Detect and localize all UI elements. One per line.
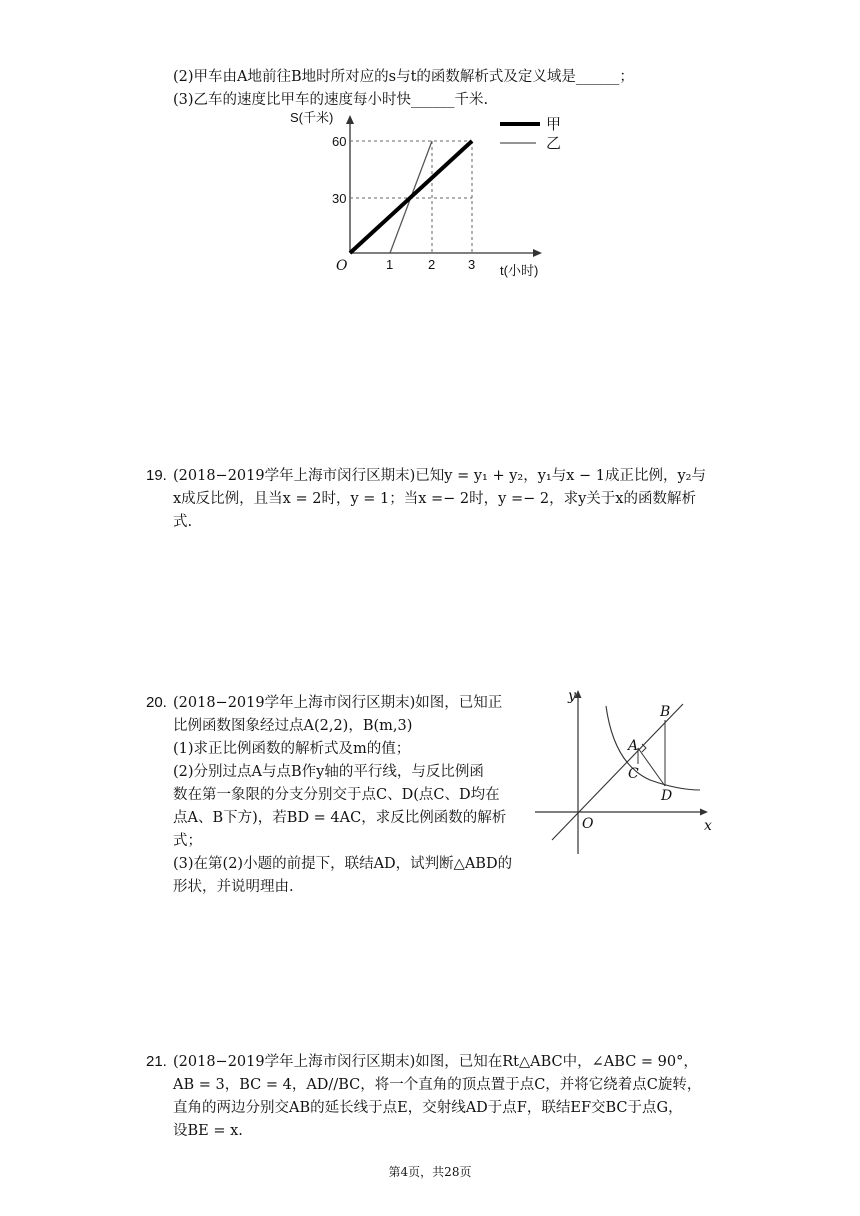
- q20-coordinate-figure: [530, 684, 730, 859]
- q20-line-7: 式；: [173, 833, 202, 849]
- y-axis-label: S(千米): [290, 110, 334, 125]
- q18-sub3: (3)乙车的速度比甲车的速度每小时快______千米.: [173, 92, 489, 108]
- q19-line-3: 式.: [173, 514, 193, 530]
- q20-line-3: (1)求正比例函数的解析式及m的值；: [173, 741, 411, 757]
- q18-sub2: (2)甲车由A地前往B地时所对应的s与t的函数解析式及定义域是______；: [173, 69, 634, 85]
- q20-line-8: (3)在第(2)小题的前提下，联结AD，试判断△ABD的: [173, 856, 513, 872]
- legend-yi-label: 乙: [546, 135, 562, 152]
- q20-line-1: (2018−2019学年上海市闵行区期末)如图，已知正: [173, 695, 503, 711]
- hyperbola-curve: [606, 706, 700, 790]
- y-tick-30: 30: [332, 191, 347, 206]
- x-axis-label: t(小时): [500, 263, 539, 278]
- legend-jia-label: 甲: [546, 116, 562, 133]
- q21-line-2: AB = 3，BC = 4，AD//BC，将一个直角的顶点置于点C，并将它绕着点C旋转，: [173, 1077, 702, 1093]
- origin-label: O: [336, 258, 348, 274]
- x-axis-arrow: [700, 809, 708, 816]
- q20-line-9: 形状，并说明理由.: [173, 879, 294, 895]
- q19-number: 19.: [146, 467, 167, 484]
- q21-line-1: (2018−2019学年上海市闵行区期末)如图，已知在Rt△ABC中，∠ABC = 90°，: [173, 1054, 698, 1070]
- q21-line-3: 直角的两边分别交AB的延长线于点E，交射线AD于点F，联结EF交BC于点G，: [173, 1100, 683, 1116]
- y-label: y: [568, 688, 576, 704]
- q20-line-4: (2)分别过点A与点B作y轴的平行线，与反比例函: [173, 764, 484, 780]
- x-axis-arrow: [533, 249, 542, 257]
- x-tick-3: 3: [468, 257, 476, 272]
- origin-label: O: [582, 816, 594, 832]
- point-C-label: C: [628, 766, 639, 782]
- q18-distance-time-chart: [290, 110, 580, 285]
- q20-line-2: 比例函数图象经过点A(2,2)，B(m,3): [173, 718, 413, 734]
- q20-line-6: 点A、B下方)，若BD = 4AC，求反比例函数的解析: [173, 810, 507, 826]
- q20-number: 20.: [146, 694, 167, 711]
- proportional-line: [552, 704, 683, 840]
- y-axis-arrow: [346, 115, 354, 124]
- page-footer: 第4页，共28页: [388, 1165, 472, 1179]
- q21-number: 21.: [146, 1053, 167, 1070]
- series-jia-line: [350, 141, 472, 253]
- x-tick-2: 2: [428, 257, 436, 272]
- point-D-label: D: [661, 788, 673, 804]
- q19-line-1: (2018−2019学年上海市闵行区期末)已知y = y₁ + y₂，y₁与x − 1成正比例，y₂与: [173, 468, 706, 484]
- y-tick-60: 60: [332, 134, 347, 149]
- q19-line-2: x成反比例，且当x = 2时，y = 1；当x =− 2时，y =− 2，求y关于x的函数解析: [173, 491, 696, 507]
- x-tick-1: 1: [386, 257, 394, 272]
- q20-line-5: 数在第一象限的分支分别交于点C、D(点C、D均在: [173, 787, 500, 803]
- x-label: x: [704, 818, 712, 834]
- point-B-label: B: [660, 704, 671, 720]
- point-A-label: A: [628, 738, 639, 754]
- q21-line-4: 设BE = x.: [173, 1123, 243, 1139]
